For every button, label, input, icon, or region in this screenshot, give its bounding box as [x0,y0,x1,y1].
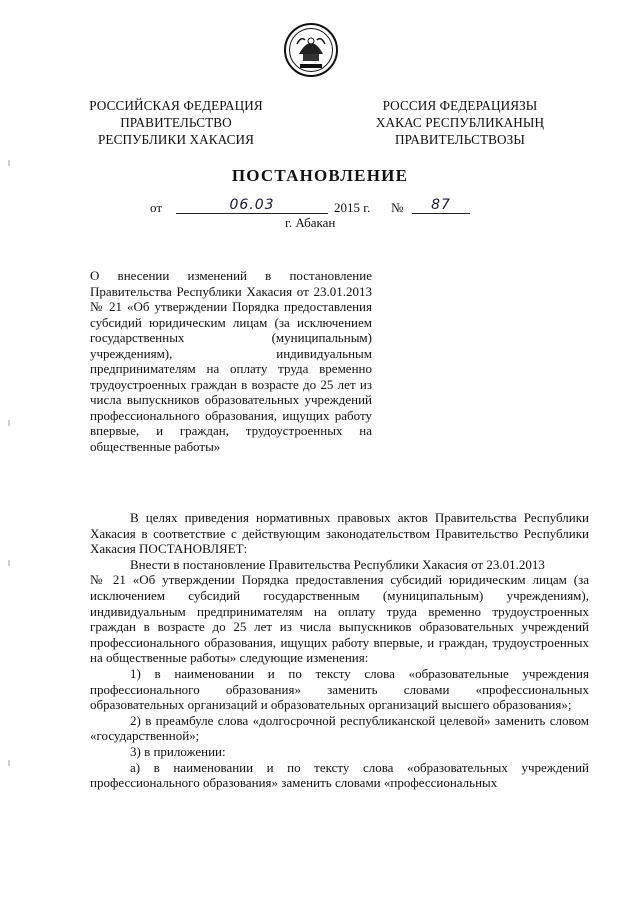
dateline [150,197,490,217]
margin-mark [8,560,10,566]
margin-mark [8,420,10,426]
header-right-line-1: РОССИЯ ФЕДЕРАЦИЯЗЫ [382,98,538,113]
body-paragraph: 1) в наименовании и по тексту слова «образовательные учреждения профессионального образования» заменить словами «профессиональных образовательных организаций и образовательных организаций высшего образования»; [90,665,589,713]
subject-block: О внесении изменений в постановление Правительства Республики Хакасия от 23.01.2013 № 21 «Об утверждении Порядка предоставления субсидий юридическим лицам (за исключением государственных (муниципальным) учреждениям), индивидуальным предпринимателям на оплату труда временно трудоустроенных граждан в возрасте до 25 лет из числа выпускников образовательных учреждений профессионального образования, ищущих работу впервые, и граждан, трудоустроенных на общественные работы» [90,268,372,454]
handwritten-date: 06.03 [229,197,275,213]
header-right-line-2: ХАКАС РЕСПУБЛИКАНЫҢ [375,115,545,130]
header-left-line-1: РОССИЙСКАЯ ФЕДЕРАЦИЯ [89,98,263,113]
city: г. Абакан [285,215,336,230]
number-field [412,197,470,214]
header-left-line-2: ПРАВИТЕЛЬСТВО [120,115,232,130]
number-sign: № [391,200,404,215]
header-left-line-3: РЕСПУБЛИКИ ХАКАСИЯ [98,132,254,147]
document-title: ПОСТАНОВЛЕНИЕ [231,166,409,185]
body-paragraph: а) в наименовании и по тексту слова «образовательных учреждений профессионального образования» заменить словами «профессиональных [90,759,589,791]
date-prefix: от [150,200,163,215]
coat-of-arms-emblem [283,22,339,78]
year: 2015 г. [334,200,371,215]
header-right-khakas [350,97,570,148]
body-paragraph: 2) в преамбуле слова «долгосрочной республиканской целевой» заменить словом «государственной»; [90,712,589,744]
header-left-russian [62,97,290,148]
margin-mark [8,760,10,766]
body-paragraph: В целях приведения нормативных правовых актов Правительства Республики Хакасия в соответствие с действующим законодательством Правительство Республики Хакасия ПОСТАНОВЛЯЕТ: [90,510,589,557]
body-paragraph: 3) в приложении: [130,743,226,759]
date-field [176,197,328,214]
body-paragraph: № 21 «Об утверждении Порядка предоставления субсидий юридическим лицам (за исключением субсидий государственным (муниципальным) учреждениям), индивидуальным предпринимателям на оплату труда временно трудоустроенных граждан в возрасте до 25 лет из числа выпускников образовательных учреждений профессионального образования, ищущих работу впервые, и граждан, трудоустроенных на общественные работы» следующие изменения: [90,572,589,666]
handwritten-number: 87 [431,197,451,213]
body-paragraph: Внести в постановление Правительства Республики Хакасия от 23.01.2013 [130,556,545,572]
body-text [90,510,589,791]
header-right-line-3: ПРАВИТЕЛЬСТВОЗЫ [395,132,525,147]
margin-mark [8,160,10,166]
